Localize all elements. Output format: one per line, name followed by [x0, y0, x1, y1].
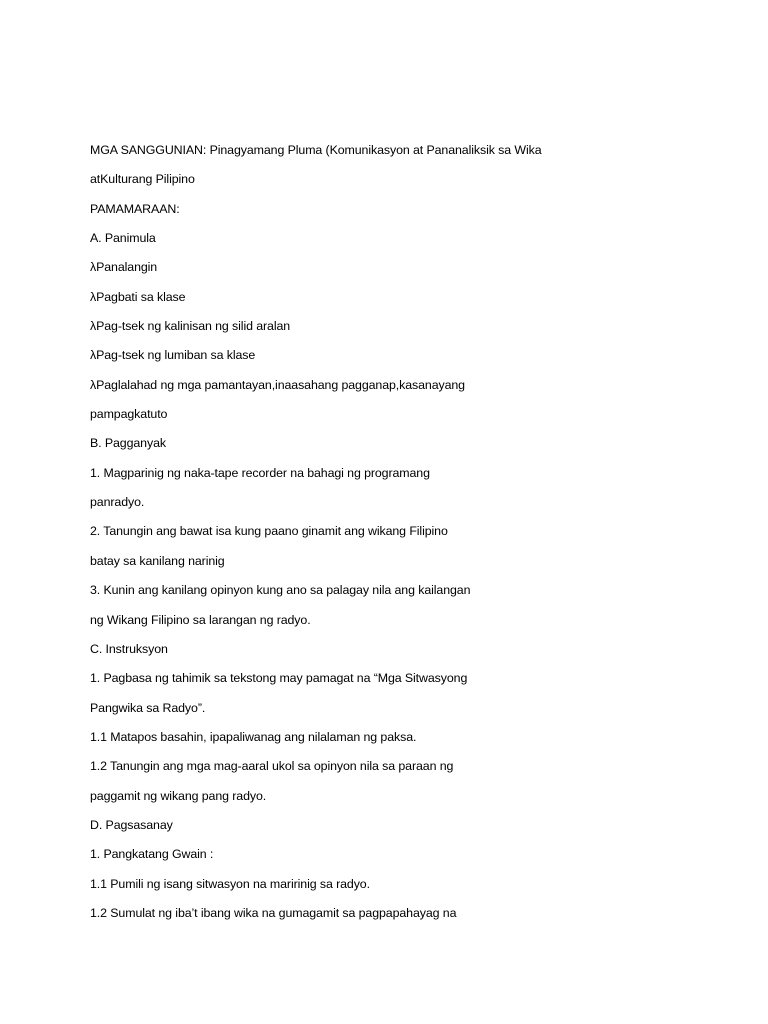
- list-item: 1. Magparinig ng naka-tape recorder na bahagi ng programang: [90, 465, 430, 480]
- bullet-item: λPagbati sa klase: [90, 289, 186, 304]
- section-heading: D. Pagsasanay: [90, 817, 173, 832]
- text-line: panradyo.: [90, 495, 145, 510]
- list-item: 1. Pangkatang Gwain :: [90, 847, 214, 862]
- list-item: 1.1 Matapos basahin, ipapaliwanag ang nilalaman ng paksa.: [90, 729, 417, 744]
- list-item: 3. Kunin ang kanilang opinyon kung ano sa palagay nila ang kailangan: [90, 583, 471, 598]
- text-line: Pangwika sa Radyo”.: [90, 700, 206, 715]
- document-body: [90, 138, 730, 930]
- text-line: batay sa kanilang narinig: [90, 553, 225, 568]
- text-line: MGA SANGGUNIAN: Pinagyamang Pluma (Komunikasyon at Pananaliksik sa Wika: [90, 143, 542, 157]
- bullet-item: λPaglalahad ng mga pamantayan,inaasahang pagganap,kasanayang: [90, 377, 465, 392]
- list-item: 1. Pagbasa ng tahimik sa tekstong may pamagat na “Mga Sitwasyong: [90, 671, 468, 686]
- section-heading: PAMAMARAAN:: [90, 201, 180, 216]
- bullet-item: λPag-tsek ng kalinisan ng silid aralan: [90, 319, 291, 334]
- text-line: paggamit ng wikang pang radyo.: [90, 788, 267, 803]
- section-heading: C. Instruksyon: [90, 641, 168, 656]
- section-heading: A. Panimula: [90, 231, 156, 246]
- text-line: pampagkatuto: [90, 407, 168, 422]
- text-line: ng Wikang Filipino sa larangan ng radyo.: [90, 612, 311, 627]
- section-heading: B. Pagganyak: [90, 436, 166, 451]
- list-item: 1.1 Pumili ng isang sitwasyon na maririnig sa radyo.: [90, 876, 370, 891]
- list-item: 1.2 Tanungin ang mga mag-aaral ukol sa opinyon nila sa paraan ng: [90, 759, 454, 774]
- text-line: atKulturang Pilipino: [90, 172, 195, 187]
- bullet-item: λPag-tsek ng lumiban sa klase: [90, 348, 256, 363]
- list-item: 2. Tanungin ang bawat isa kung paano ginamit ang wikang Filipino: [90, 524, 448, 539]
- list-item: 1.2 Sumulat ng iba’t ibang wika na gumagamit sa pagpapahayag na: [90, 905, 457, 920]
- bullet-item: λPanalangin: [90, 260, 158, 275]
